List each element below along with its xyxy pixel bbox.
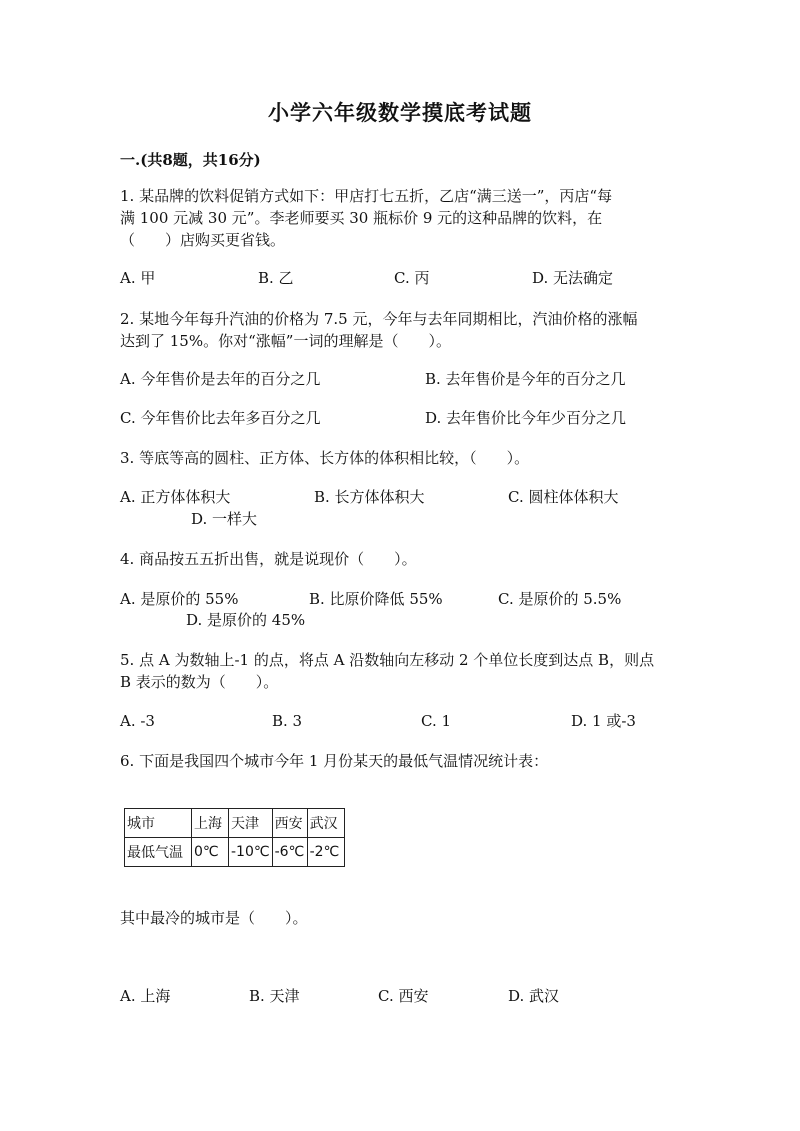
table-cell: -6℃: [272, 838, 307, 867]
table-cell: 上海: [192, 809, 229, 838]
question-5-option-d: D. 1 或-3: [571, 712, 636, 730]
question-1-option-a: A. 甲: [120, 269, 156, 287]
table-cell: -10℃: [229, 838, 273, 867]
table-cell: 0℃: [192, 838, 229, 867]
question-6-option-c: C. 西安: [378, 987, 429, 1005]
question-4-line-1: 4. 商品按五五折出售，就是说现价（ ）。: [120, 550, 417, 568]
question-1-option-b: B. 乙: [258, 269, 294, 287]
question-2-option-a: A. 今年售价是去年的百分之几: [120, 370, 321, 388]
question-5-line-1: 5. 点 A 为数轴上-1 的点，将点 A 沿数轴向左移动 2 个单位长度到达点 B，则点: [120, 651, 655, 669]
table-cell: 天津: [229, 809, 273, 838]
table-row: [125, 838, 345, 867]
question-6-line-1: 6. 下面是我国四个城市今年 1 月份某天的最低气温情况统计表：: [120, 752, 549, 770]
question-6-line-2: 其中最冷的城市是（ ）。: [120, 909, 308, 927]
table-cell: 武汉: [307, 809, 344, 838]
question-4-option-a: A. 是原价的 55%: [120, 590, 239, 608]
question-4-option-c: C. 是原价的 5.5%: [498, 590, 622, 608]
question-3-option-c: C. 圆柱体体积大: [508, 488, 619, 506]
table-cell: 最低气温: [125, 838, 192, 867]
question-1-line-1: 1. 某品牌的饮料促销方式如下：甲店打七五折，乙店“满三送一”，丙店“每: [120, 187, 613, 205]
section-heading: 一.(共8题，共16分): [120, 151, 261, 169]
temperature-table: [124, 808, 345, 867]
question-1-line-2: 满 100 元减 30 元”。李老师要买 30 瓶标价 9 元的这种品牌的饮料，在: [120, 209, 603, 227]
question-5-option-a: A. -3: [120, 712, 155, 730]
question-6-option-b: B. 天津: [249, 987, 300, 1005]
question-2-option-d: D. 去年售价比今年少百分之几: [425, 409, 627, 427]
table-row: [125, 809, 345, 838]
question-3-line-1: 3. 等底等高的圆柱、正方体、长方体的体积相比较，（ ）。: [120, 449, 530, 467]
question-6-option-d: D. 武汉: [508, 987, 560, 1005]
question-2-option-b: B. 去年售价是今年的百分之几: [425, 370, 626, 388]
question-2-line-1: 2. 某地今年每升汽油的价格为 7.5 元，今年与去年同期相比，汽油价格的涨幅: [120, 310, 638, 328]
table-cell: 西安: [272, 809, 307, 838]
question-2-option-c: C. 今年售价比去年多百分之几: [120, 409, 321, 427]
table-cell: 城市: [125, 809, 192, 838]
question-5-option-b: B. 3: [272, 712, 303, 730]
question-1-option-c: C. 丙: [394, 269, 430, 287]
question-6-option-a: A. 上海: [120, 987, 171, 1005]
question-2-line-2: 达到了 15%。你对“涨幅”一词的理解是（ ）。: [120, 332, 451, 350]
question-3-option-a: A. 正方体体积大: [120, 488, 231, 506]
question-4-option-d: D. 是原价的 45%: [186, 611, 306, 629]
page-title: 小学六年级数学摸底考试题: [268, 100, 532, 125]
question-5-option-c: C. 1: [421, 712, 452, 730]
question-3-option-d: D. 一样大: [191, 510, 258, 528]
question-5-line-2: B 表示的数为（ ）。: [120, 673, 279, 691]
question-1-line-3: （ ）店购买更省钱。: [120, 231, 286, 249]
table-cell: -2℃: [307, 838, 344, 867]
question-3-option-b: B. 长方体体积大: [314, 488, 425, 506]
question-1-option-d: D. 无法确定: [532, 269, 614, 287]
question-4-option-b: B. 比原价降低 55%: [309, 590, 443, 608]
